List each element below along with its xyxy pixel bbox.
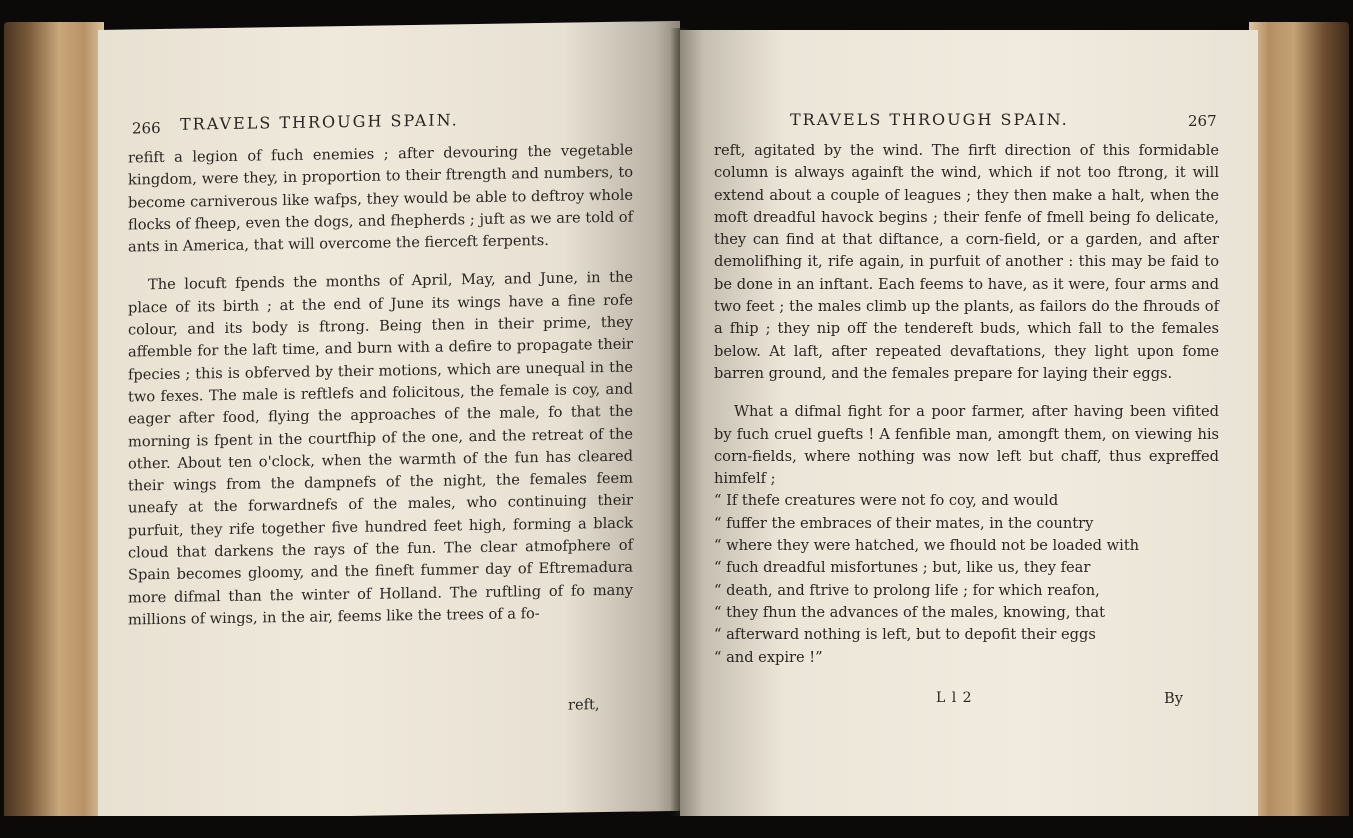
- quote-line: “ If thefe creatures were not fo coy, and would: [714, 492, 1059, 510]
- right-page-number: 267: [1188, 112, 1217, 130]
- left-running-head: TRAVELS THROUGH SPAIN.: [180, 110, 459, 134]
- right-text-block: [714, 140, 1219, 669]
- quote-line: “ fuffer the embraces of their mates, in the country: [714, 514, 1094, 532]
- left-catchword: reft,: [568, 696, 600, 714]
- left-page: [98, 21, 680, 820]
- quote-line: “ where they were hatched, we fhould not be loaded with: [714, 537, 1140, 555]
- left-page-number: 266: [132, 119, 161, 138]
- quote-line: “ and expire !”: [714, 648, 823, 666]
- quote-line: “ death, and ftrive to prolong life ; for which reafon,: [714, 581, 1100, 599]
- left-text-block: [128, 140, 633, 648]
- bottom-shadow: [0, 816, 1353, 838]
- right-running-head: TRAVELS THROUGH SPAIN.: [790, 110, 1069, 129]
- right-cover-edge: [1249, 22, 1349, 822]
- right-paragraph-2: What a difmal fight for a poor farmer, after having been vifited by fuch cruel guefts ! A fenfible man, amongft them, on viewing his corn-fields, where nothing was now left but chaff, thus expreffed himfelf ;: [714, 403, 1219, 488]
- left-paragraph-1: refift a legion of fuch enemies ; after devouring the vegetable kingdom, were they, in proportion to their ftrength and numbers, to become carniverous like wafps, they would be able to deftroy whole flocks of fheep, even the dogs, and fhepherds ; juft as we are told of ants in America, that will overcome the fierceft ferpents.: [128, 141, 633, 256]
- right-catchword: By: [1164, 690, 1183, 707]
- quote-block: [714, 490, 1219, 668]
- right-paragraph-1: reft, agitated by the wind. The firft direction of this formidable column is always againft the wind, which if not too ftrong, it will extend about a couple of leagues ; they then make a halt, when the moft dreadful havock begins ; their fenfe of fmell being fo delicate, they can find at that diftance, a corn-field, or a garden, and after demolifhing it, rife again, in purfuit of another : this may be faid to be done in an inftant. Each feems to have, as it were, four arms and two feet ; the males climb up the plants, as failors do the fhrouds of a fhip ; they nip off the tendereft buds, which fall to the females below. At laft, after repeated devaftations, they light upon fome barren ground, and the females prepare for laying their eggs.: [714, 142, 1219, 382]
- quote-line: “ they fhun the advances of the males, knowing, that: [714, 603, 1105, 621]
- left-paragraph-2: The locuft fpends the months of April, May, and June, in the place of its birth ; at the end of June its wings have a fine rofe colour, and its body is ftrong. Being then in their prime, they affemble for the laft time, and burn with a defire to propagate their fpecies ; this is obferved by their motions, which are unequal in the two fexes. The male is reftlefs and folicitous, the female is coy, and eager after food, flying the approaches of the male, fo that the morning is fpent in the courtfhip of the one, and the retreat of the other. About ten o'clock, when the warmth of the fun has cleared their wings from the dampnefs of the night, the females feem uneafy at the forwardnefs of the males, who continuing their purfuit, they rife together five hundred feet high, forming a black cloud that darkens the rays of the fun. The clear atmofphere of Spain becomes gloomy, and the fineft fummer day of Eftremadura more difmal than the winter of Holland. The ruftling of fo many millions of wings, in the air, feems like the trees of a fo-: [128, 269, 633, 629]
- left-cover-edge: [4, 22, 104, 822]
- signature-mark: L l 2: [936, 690, 973, 706]
- right-page: [680, 30, 1258, 820]
- quote-line: “ fuch dreadful misfortunes ; but, like us, they fear: [714, 559, 1091, 577]
- quote-line: “ afterward nothing is left, but to depofit their eggs: [714, 626, 1096, 644]
